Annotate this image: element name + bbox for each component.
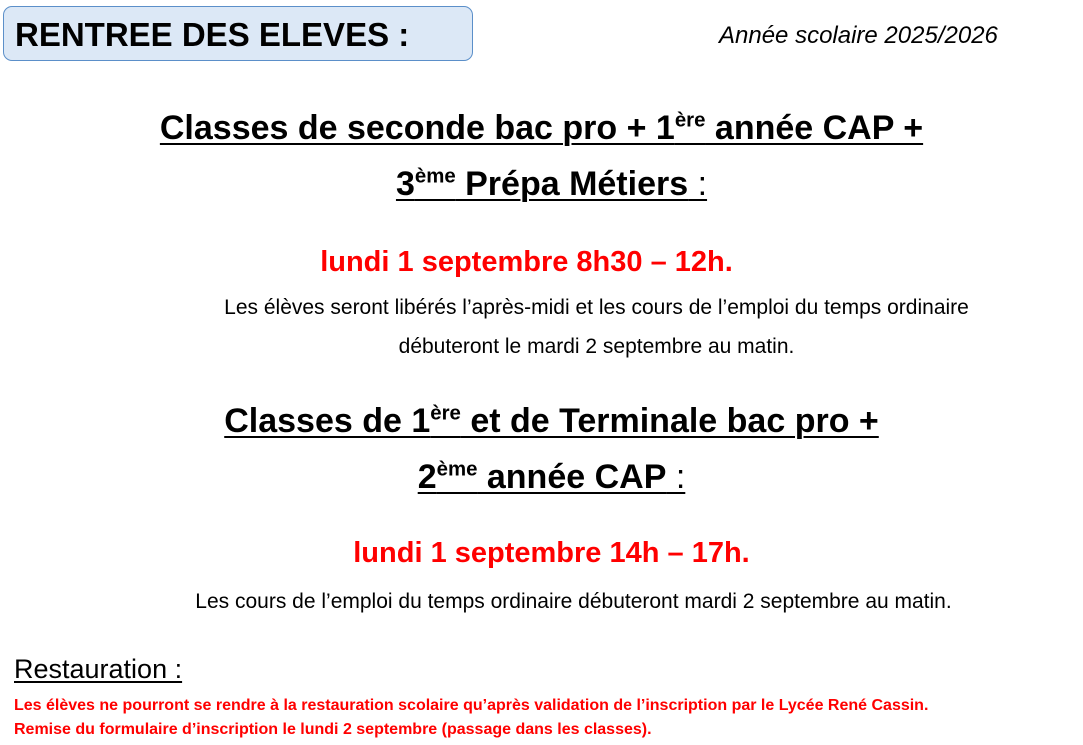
section1-heading-line1 xyxy=(0,108,1083,148)
section1-heading-line2 xyxy=(0,164,1083,204)
section1-schedule: lundi 1 septembre 8h30 – 12h. xyxy=(320,246,733,278)
section2-heading-line1-sup: ère xyxy=(430,402,461,425)
section2-info: Les cours de l’emploi du temps ordinaire débuteront mardi 2 septembre au matin. xyxy=(195,590,952,613)
school-year: Année scolaire 2025/2026 xyxy=(719,22,998,49)
section2-heading-line2-text-b: année CAP xyxy=(477,458,667,496)
section2-schedule: lundi 1 septembre 14h – 17h. xyxy=(353,537,750,569)
section2-heading-line1-text-a: Classes de 1 xyxy=(224,402,431,440)
restauration-note-1: Les élèves ne pourront se rendre à la restauration scolaire qu’après validation de l’inscription par le Lycée René Cassin. xyxy=(14,697,929,714)
section2-heading-line2-sup: ème xyxy=(436,458,478,481)
section2-heading-line2-colon: : xyxy=(666,458,686,496)
section2-heading-line2 xyxy=(0,457,1083,497)
section1-heading-line1-text-a: Classes de seconde bac pro + 1 xyxy=(159,109,675,147)
section1-heading-line2-sup: ème xyxy=(414,165,456,188)
section1-heading-line1-text-b: année CAP + xyxy=(705,109,924,147)
section1-heading-line1-sup: ère xyxy=(674,109,706,132)
restauration-heading: Restauration : xyxy=(14,654,183,684)
section2-heading-line1-text-b: et de Terminale bac pro + xyxy=(460,402,879,440)
restauration-note-2: Remise du formulaire d’inscription le lundi 2 septembre (passage dans les classes). xyxy=(14,721,652,738)
section1-heading-line2-text-a: 3 xyxy=(395,165,415,203)
section1-heading-line2-text-b: Prépa Métiers xyxy=(455,165,689,203)
section1-heading-line2-colon: : xyxy=(688,165,708,203)
section2-heading-line2-text-a: 2 xyxy=(417,458,437,496)
section1-info-line1: Les élèves seront libérés l’après-midi et les cours de l’emploi du temps ordinaire xyxy=(224,296,969,319)
page-title: RENTREE DES ELEVES : xyxy=(15,16,410,53)
section2-heading-line1 xyxy=(0,401,1083,441)
title-box xyxy=(3,6,473,61)
section1-info-line2: débuteront le mardi 2 septembre au matin. xyxy=(398,335,795,358)
